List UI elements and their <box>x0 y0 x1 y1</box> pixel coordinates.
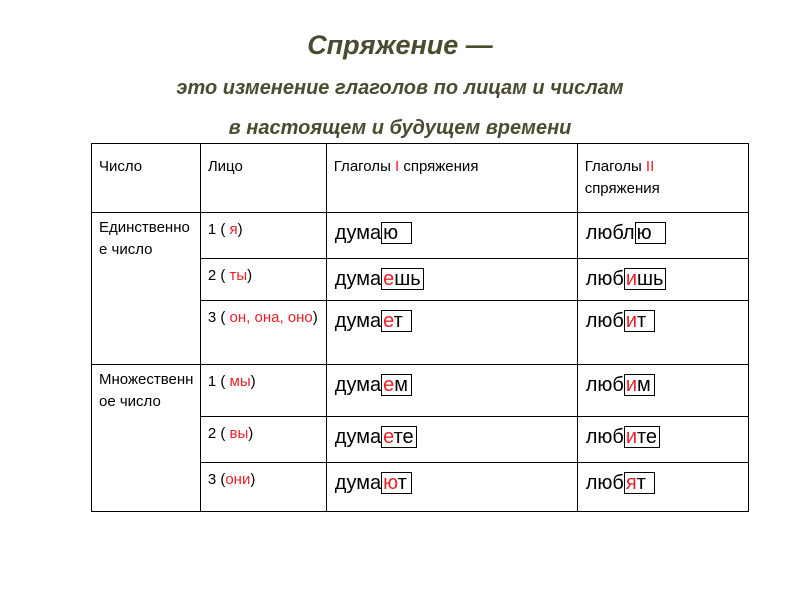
person-cell: 1 ( мы) <box>200 365 326 417</box>
verb-conj2-cell: любл ю <box>577 213 748 259</box>
header-conjugation-2: Глаголы II спряжения <box>577 144 748 213</box>
verb-conj1-cell: дума ешь <box>326 259 577 301</box>
verb-conj2-cell: люб ят <box>577 463 748 512</box>
ending-box: ешь <box>381 268 424 290</box>
verb-conj1-cell: дума ете <box>326 417 577 463</box>
ending-box: ете <box>381 426 417 448</box>
slide-subtitle-line2: в настоящем и будущем времени <box>228 117 572 139</box>
header-person: Лицо <box>200 144 326 213</box>
ending-box: ют <box>381 472 412 494</box>
person-cell: 1 ( я) <box>200 213 326 259</box>
verb-conj1-cell: дума ем <box>326 365 577 417</box>
table-header-row <box>92 144 749 213</box>
header-conjugation-1: Глаголы I спряжения <box>326 144 577 213</box>
group-plural: Множественное число <box>92 365 201 512</box>
verb-conj1-cell: дума ет <box>326 301 577 365</box>
ending-box: ю <box>381 222 412 244</box>
ending-box: ю <box>635 222 666 244</box>
ending-box: ит <box>624 310 655 332</box>
ending-box: им <box>624 374 655 396</box>
person-cell: 3 (они) <box>200 463 326 512</box>
verb-conj1-cell: дума ют <box>326 463 577 512</box>
conjugation-table <box>91 143 749 512</box>
ending-box: ем <box>381 374 412 396</box>
roman-numeral-1: I <box>395 158 400 175</box>
verb-conj2-cell: люб ишь <box>577 259 748 301</box>
table-row <box>92 365 749 417</box>
person-cell: 2 ( вы) <box>200 417 326 463</box>
slide-subtitle-line1: это изменение глаголов по лицам и числам <box>176 77 624 99</box>
verb-conj1-cell: дума ю <box>326 213 577 259</box>
group-singular: Единственное число <box>92 213 201 365</box>
ending-box: ишь <box>624 268 667 290</box>
slide-title: Спряжение — <box>307 30 493 60</box>
table-row <box>92 213 749 259</box>
ending-box: ят <box>624 472 655 494</box>
ending-box: ет <box>381 310 412 332</box>
roman-numeral-2: II <box>645 158 655 175</box>
ending-box: ите <box>624 426 660 448</box>
verb-conj2-cell: люб ите <box>577 417 748 463</box>
header-number: Число <box>92 144 201 213</box>
person-cell: 3 ( он, она, оно) <box>200 301 326 365</box>
person-cell: 2 ( ты) <box>200 259 326 301</box>
verb-conj2-cell: люб им <box>577 365 748 417</box>
verb-conj2-cell: люб ит <box>577 301 748 365</box>
